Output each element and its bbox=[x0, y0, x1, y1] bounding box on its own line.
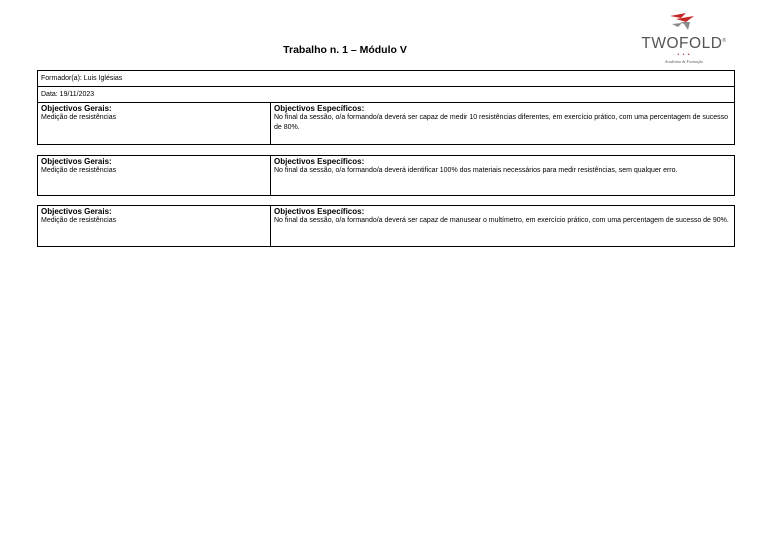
date-row: Data: 19/11/2023 bbox=[38, 87, 734, 103]
objectivos-gerais-text: Medição de resistências bbox=[41, 217, 117, 224]
objectivos-especificos-text: No final da sessão, o/a formando/a deverá ser capaz de medir 10 resistências diferentes, em exercício prático, com uma percentagem de sucesso de 80%. bbox=[274, 114, 729, 131]
objectivos-especificos-label: Objectivos Específicos: bbox=[274, 157, 365, 166]
logo-registered: ® bbox=[722, 37, 727, 44]
logo-dots: • • • bbox=[677, 52, 691, 58]
section-2 bbox=[37, 155, 735, 196]
objectivos-especificos-cell bbox=[271, 206, 734, 246]
logo-wordmark: TWOFOLD bbox=[641, 35, 723, 52]
objectivos-gerais-cell bbox=[38, 103, 271, 144]
objectivos-especificos-text: No final da sessão, o/a formando/a deverá identificar 100% dos materiais necessários para medir resistências, sem qualquer erro. bbox=[274, 167, 678, 174]
objectivos-gerais-label: Objectivos Gerais: bbox=[41, 207, 112, 216]
bird-logo-icon bbox=[668, 10, 698, 32]
twofold-logo bbox=[632, 8, 736, 68]
objectivos-especificos-text: No final da sessão, o/a formando/a deverá ser capaz de manusear o multímetro, em exercício prático, com uma percentagem de sucesso de 90%. bbox=[274, 217, 729, 224]
objectivos-especificos-cell bbox=[271, 156, 734, 195]
section-3 bbox=[37, 205, 735, 247]
logo-subtitle: Academia de Formação bbox=[664, 59, 704, 64]
objectives-row bbox=[38, 103, 734, 144]
objectivos-gerais-label: Objectivos Gerais: bbox=[41, 104, 112, 113]
formador-row: Formador(a): Luis Iglésias bbox=[38, 71, 734, 87]
objectivos-gerais-label: Objectivos Gerais: bbox=[41, 157, 112, 166]
section-1 bbox=[37, 70, 735, 145]
objectivos-gerais-text: Medição de resistências bbox=[41, 114, 117, 121]
objectivos-gerais-text: Medição de resistências bbox=[41, 167, 117, 174]
objectivos-gerais-cell bbox=[38, 206, 271, 246]
document-title: Trabalho n. 1 – Módulo V bbox=[283, 44, 407, 56]
objectivos-especificos-label: Objectivos Específicos: bbox=[274, 207, 365, 216]
objectivos-gerais-cell bbox=[38, 156, 271, 195]
objectivos-especificos-cell bbox=[271, 103, 734, 144]
objectivos-especificos-label: Objectivos Específicos: bbox=[274, 104, 365, 113]
